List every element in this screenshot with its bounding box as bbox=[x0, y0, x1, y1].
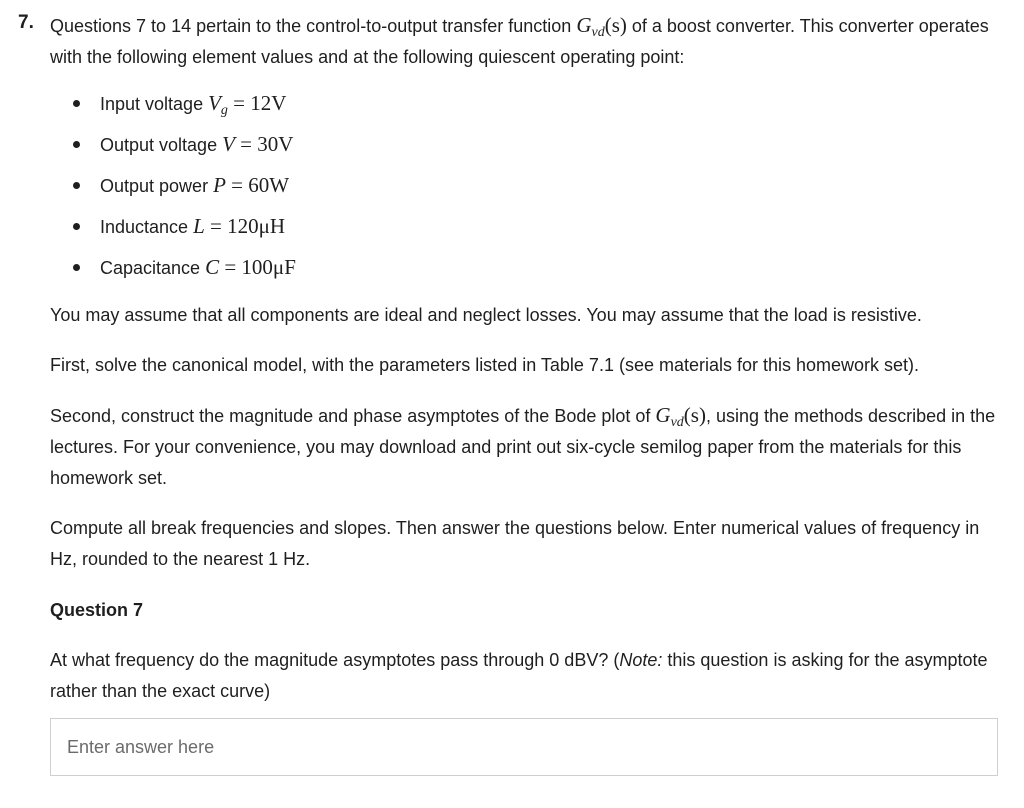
bullet-icon bbox=[73, 100, 80, 107]
subquestion-prompt: At what frequency do the magnitude asymptotes pass through 0 dBV? (Note: this question is asking for the asymptote rather than the exact curve) bbox=[50, 650, 988, 701]
transfer-function-symbol: $G_{vd}(s)$ bbox=[655, 403, 706, 430]
list-item: Output power P = 60W bbox=[50, 165, 1005, 206]
intro-text-b: of a boost converter. This converter operates with the following element values and at the following quiescent operating point: bbox=[50, 16, 989, 67]
question-content bbox=[50, 10, 1005, 707]
list-item: Input voltage $V_g = 12V$ bbox=[50, 83, 1005, 124]
element-values-list bbox=[50, 83, 1005, 288]
note-label: Note: bbox=[619, 650, 663, 670]
list-item: Inductance L = 120μH bbox=[50, 206, 1005, 247]
subquestion-title: Question 7 bbox=[50, 600, 144, 620]
assumptions-paragraph: You may assume that all components are ideal and neglect losses. You may assume that the load is resistive. bbox=[50, 305, 922, 325]
compute-paragraph: Compute all break frequencies and slopes. Then answer the questions below. Enter numerical values of frequency in Hz, rounded to the nearest 1 Hz. bbox=[50, 518, 980, 569]
bullet-icon bbox=[73, 264, 80, 271]
answer-input[interactable] bbox=[51, 719, 997, 775]
bullet-icon bbox=[73, 182, 80, 189]
bullet-icon bbox=[73, 141, 80, 148]
question-intro bbox=[50, 10, 1005, 73]
first-step-paragraph: First, solve the canonical model, with the parameters listed in Table 7.1 (see materials for this homework set). bbox=[50, 355, 920, 375]
list-item: Output voltage V = 30V bbox=[50, 124, 1005, 165]
bullet-icon bbox=[73, 223, 80, 230]
intro-text-a: Questions 7 to 14 pertain to the control-to-output transfer function bbox=[50, 16, 577, 36]
second-step-paragraph: Second, construct the magnitude and phase asymptotes of the Bode plot of $G_{vd}(s)$, using the methods described in the lectures. For your convenience, you may download and print out six-cycle semilog paper from the materials for this homework set. bbox=[50, 403, 996, 488]
answer-box[interactable] bbox=[50, 718, 998, 776]
question-number: 7. bbox=[18, 12, 34, 33]
list-item: Capacitance C = 100μF bbox=[50, 247, 1005, 288]
transfer-function-symbol: $G_{vd}(s)$ bbox=[576, 13, 627, 40]
